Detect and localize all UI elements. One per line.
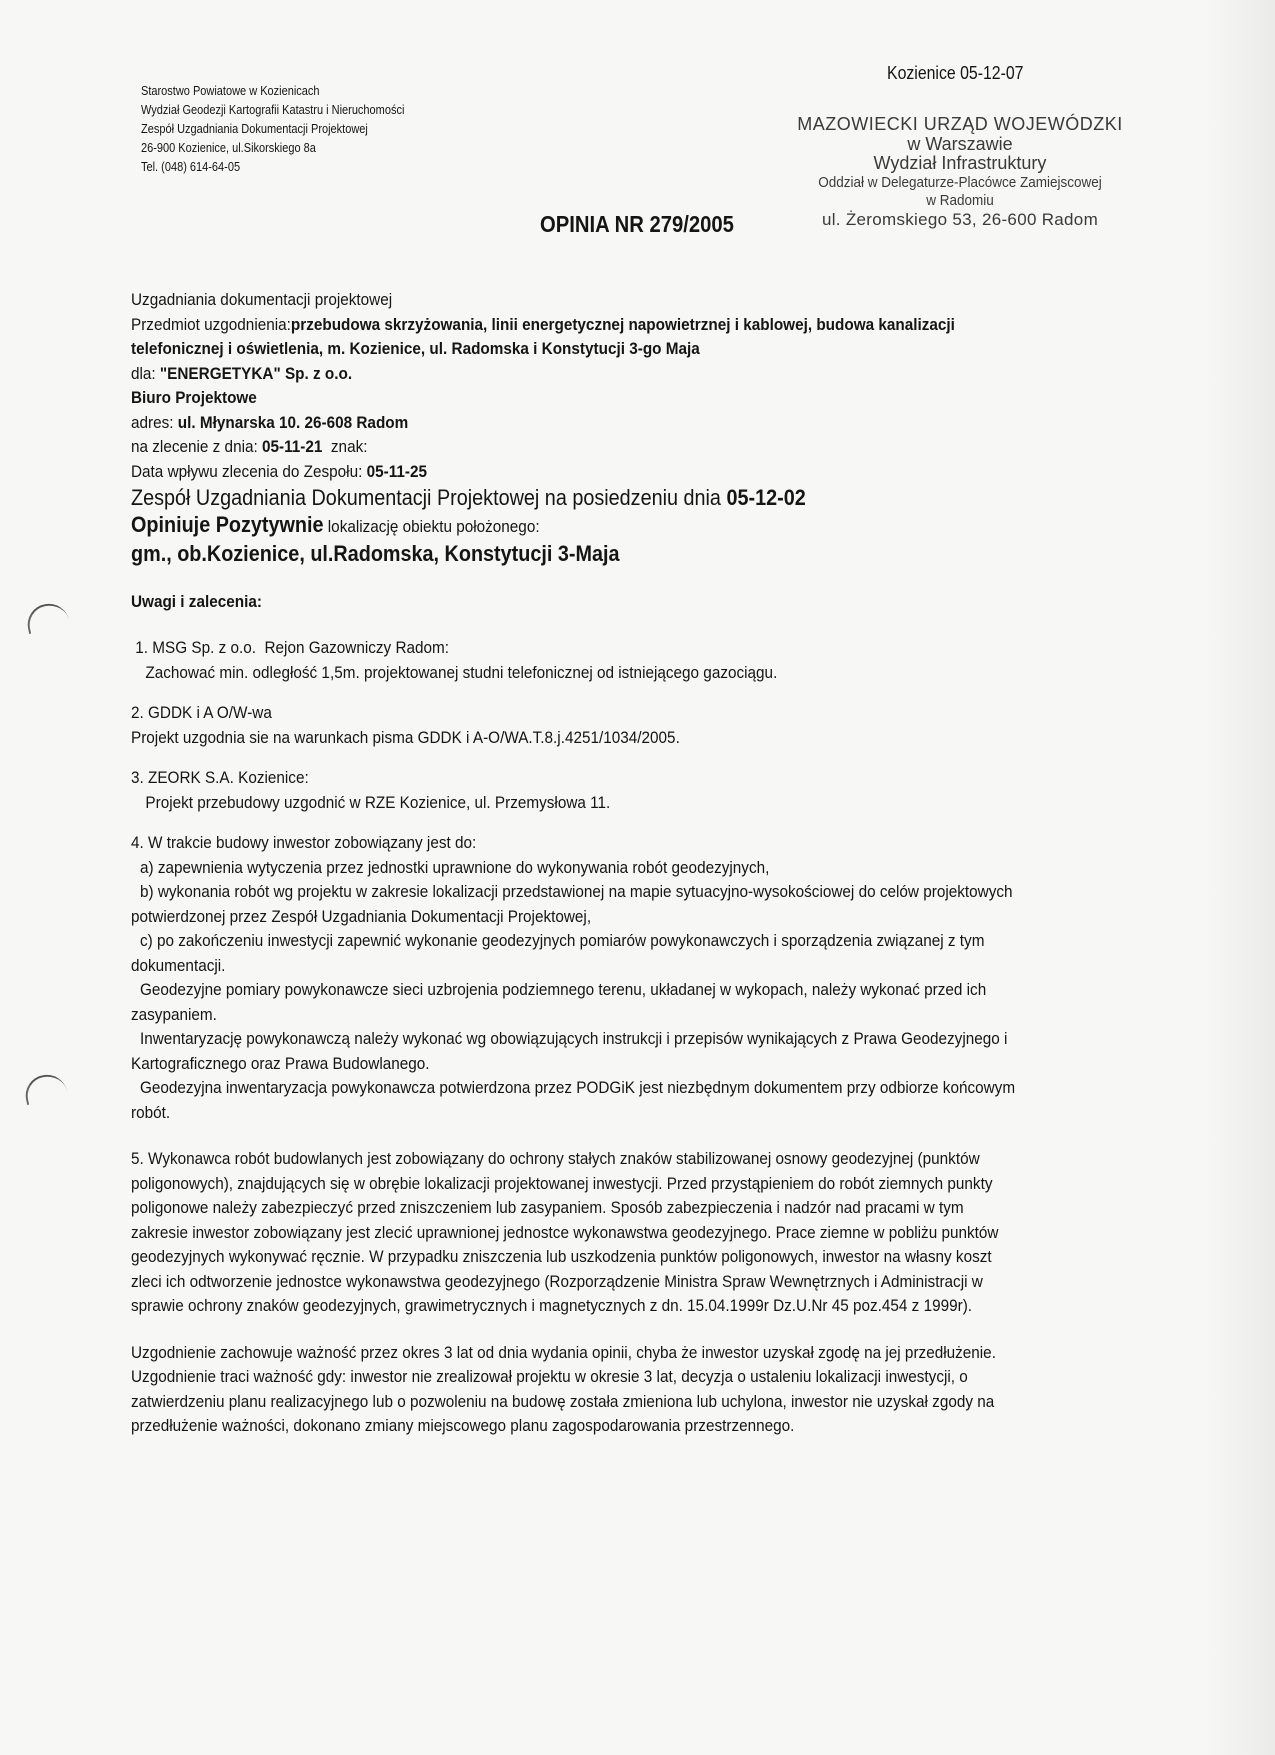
stamp-line: ul. Żeromskiego 53, 26-600 Radom xyxy=(821,210,1099,229)
order-line xyxy=(131,435,1031,460)
stamp-line: Oddział w Delegaturze-Placówce Zamiejscowej xyxy=(818,174,1102,191)
remark-5-line: zleci ich odtworzenie jednostce wykonawstwa geodezyjnego (Rozporządzenie Ministra Spraw Wewnętrznych i Administracji w xyxy=(131,1271,983,1291)
punch-hole-top xyxy=(24,600,70,634)
subject-text: przebudowa skrzyżowania, linii energetycznej napowietrznej i kablowej, budowa kanalizacji xyxy=(290,314,955,334)
subject-line xyxy=(131,313,1031,338)
remark-5-line: poligonowe należy zabezpieczyć przed zniszczeniem lub zasypaniem. Sposób zabezpieczenia i nadzór nad pracami w tym xyxy=(131,1198,964,1217)
received-line xyxy=(131,460,1031,485)
validity-line: przedłużenie ważności, dokonano zmiany miejscowego planu zagospodarowania przestrzennego. xyxy=(131,1416,795,1435)
meeting-text: Zespół Uzgadniania Dokumentacji Projektowej na posiedzeniu dnia xyxy=(131,485,727,510)
sender-line: 26-900 Kozienice, ul.Sikorskiego 8a xyxy=(141,141,316,155)
remark-4-item: Geodezyjne pomiary powykonawcze sieci uzbrojenia podziemnego terenu, układanej w wykopach, należy wykonać przed ich xyxy=(140,980,987,999)
stamp-line: w Radomiu xyxy=(926,192,994,209)
opinion-rest: lokalizację obiektu położonego: xyxy=(323,517,540,536)
receipt-stamp xyxy=(780,113,1140,231)
remarks-heading xyxy=(131,590,1031,615)
remark-4-item: b) wykonania robót wg projektu w zakresie lokalizacji przedstawionej na mapie sytuacyjno-wysokościowej do celów projektowych xyxy=(140,882,1013,901)
received-label: Data wpływu zlecenia do Zespołu: xyxy=(131,461,367,481)
remark-5-line: geodezyjnych wykonywać ręcznie. W przypadku zniszczenia lub uszkodzenia punktów poligonowych, inwestor na własny koszt xyxy=(131,1247,992,1266)
validity-line: Uzgodnienie traci ważność gdy: inwestor nie zrealizował projektu w okresie 3 lat, decyzja o ustaleniu lokalizacji inwestycji, o xyxy=(131,1367,968,1386)
subject-intro: Uzgadniania dokumentacji projektowej xyxy=(131,290,393,309)
sender-block xyxy=(141,82,404,177)
remark-5-line: sprawie ochrony znaków geodezyjnych, grawimetrycznych i magnetycznych z dn. 15.04.1999r Dz.U.Nr 45 poz.454 z 1999r). xyxy=(131,1296,973,1315)
remark-4-title: 4. W trakcie budowy inwestor zobowiązany jest do: xyxy=(131,833,477,852)
remark-3-text: Projekt przebudowy uzgodnić w RZE Kozienice, ul. Przemysłowa 11. xyxy=(145,792,611,812)
remark-2-text: Projekt uzgodnia sie na warunkach pisma GDDK i A-O/WA.T.8.j.4251/1034/2005. xyxy=(131,727,680,747)
address-line xyxy=(131,411,1031,436)
subject-line-2 xyxy=(131,337,1031,362)
remark-1-title: 1. MSG Sp. z o.o. Rejon Gazowniczy Radom: xyxy=(131,638,450,657)
address-label: adres: xyxy=(131,412,178,432)
opinion-verdict: Opiniuje Pozytywnie xyxy=(131,512,324,537)
sender-line: Wydział Geodezji Kartografii Katastru i Nieruchomości xyxy=(141,103,405,117)
order-sign: znak: xyxy=(322,437,368,456)
meeting-date: 05-12-02 xyxy=(726,485,806,510)
received-date: 05-11-25 xyxy=(366,461,427,481)
remark-5-line: poligonowych), znajdujących się w obrębie lokalizacji projektowanej inwestycji. Przed przystąpieniem do robót ziemnych punkty xyxy=(131,1173,993,1193)
meeting-line xyxy=(131,484,1031,511)
sender-line: Starostwo Powiatowe w Kozienicach xyxy=(141,84,320,98)
remark-4-item: dokumentacji. xyxy=(131,955,226,975)
remark-5-line: 5. Wykonawca robót budowlanych jest zobowiązany do ochrony stałych znaków stabilizowanej osnowy geodezyjnej (punktów xyxy=(131,1149,980,1168)
location-line: gm., ob.Kozienice, ul.Radomska, Konstytucji 3-Maja xyxy=(131,540,620,566)
sender-line: Tel. (048) 614-64-05 xyxy=(141,160,241,174)
recipient-label: dla: xyxy=(131,363,160,383)
remark-2-title: 2. GDDK i A O/W-wa xyxy=(131,703,272,722)
subject-text-2: telefonicznej i oświetlenia, m. Kozienice, ul. Radomska i Konstytucji 3-go Maja xyxy=(131,339,700,358)
remarks-heading-text: Uwagi i zalecenia: xyxy=(131,591,262,611)
remark-4-item: a) zapewnienia wytyczenia przez jednostki uprawnione do wykonywania robót geodezyjnych, xyxy=(140,857,770,877)
remark-1-text: Zachować min. odległość 1,5m. projektowanej studni telefonicznej od istniejącego gazociągu. xyxy=(145,662,778,682)
document-body xyxy=(131,288,1031,1439)
subject-label: Przedmiot uzgodnienia: xyxy=(131,314,291,334)
office-name: Biuro Projektowe xyxy=(131,388,257,407)
remark-4-item: zasypaniem. xyxy=(131,1004,217,1024)
punch-hole-bottom xyxy=(22,1071,68,1105)
remark-4-item: Kartograficznego oraz Prawa Budowlanego. xyxy=(131,1053,430,1073)
document-title: OPINIA NR 279/2005 xyxy=(540,211,734,237)
page-edge-shadow xyxy=(1205,0,1275,1755)
opinion-line xyxy=(131,511,1031,540)
remark-4-item: Inwentaryzację powykonawczą należy wykonać wg obowiązujących instrukcji i przepisów wynikających z Prawa Geodezyjnego i xyxy=(140,1029,1008,1048)
stamp-line: Wydział Infrastruktury xyxy=(873,153,1047,173)
remark-4-item: robót. xyxy=(131,1102,171,1122)
recipient-line xyxy=(131,362,1031,387)
sender-line: Zespół Uzgadniania Dokumentacji Projektowej xyxy=(141,122,368,136)
order-date: 05-11-21 xyxy=(261,437,323,456)
order-label: na zlecenie z dnia: xyxy=(131,437,262,456)
office-line xyxy=(131,386,1031,411)
stamp-line: MAZOWIECKI URZĄD WOJEWÓDZKI xyxy=(797,114,1123,134)
remark-5-line: zakresie inwestor zobowiązany jest zlecić uprawnionej jednostce wykonawstwa geodezyjnego. Prace ziemne w pobliżu punktów xyxy=(131,1222,999,1242)
validity-line: Uzgodnienie zachowuje ważność przez okres 3 lat od dnia wydania opinii, chyba że inwestor uzyskał zgodę na jej przedłużenie. xyxy=(131,1342,996,1362)
document-date: Kozienice 05-12-07 xyxy=(887,63,1024,83)
address-value: ul. Młynarska 10. 26-608 Radom xyxy=(177,412,409,432)
remark-4-item: potwierdzonej przez Zespół Uzgadniania Dokumentacji Projektowej, xyxy=(131,906,592,926)
validity-line: zatwierdzeniu planu realizacyjnego lub o pozwoleniu na budowę została zmieniona lub uchylona, inwestor nie uzyskał zgody na xyxy=(131,1391,995,1411)
remark-4-item: Geodezyjna inwentaryzacja powykonawcza potwierdzona przez PODGiK jest niezbędnym dokumentem przy odbiorze końcowym xyxy=(140,1078,1016,1097)
remark-3-title: 3. ZEORK S.A. Kozienice: xyxy=(131,768,309,787)
stamp-line: w Warszawie xyxy=(907,134,1013,154)
recipient-value: "ENERGETYKA" Sp. z o.o. xyxy=(159,363,353,383)
remark-4-item: c) po zakończeniu inwestycji zapewnić wykonanie geodezyjnych pomiarów powykonawczych i sporządzenia związanej z tym xyxy=(140,931,985,950)
